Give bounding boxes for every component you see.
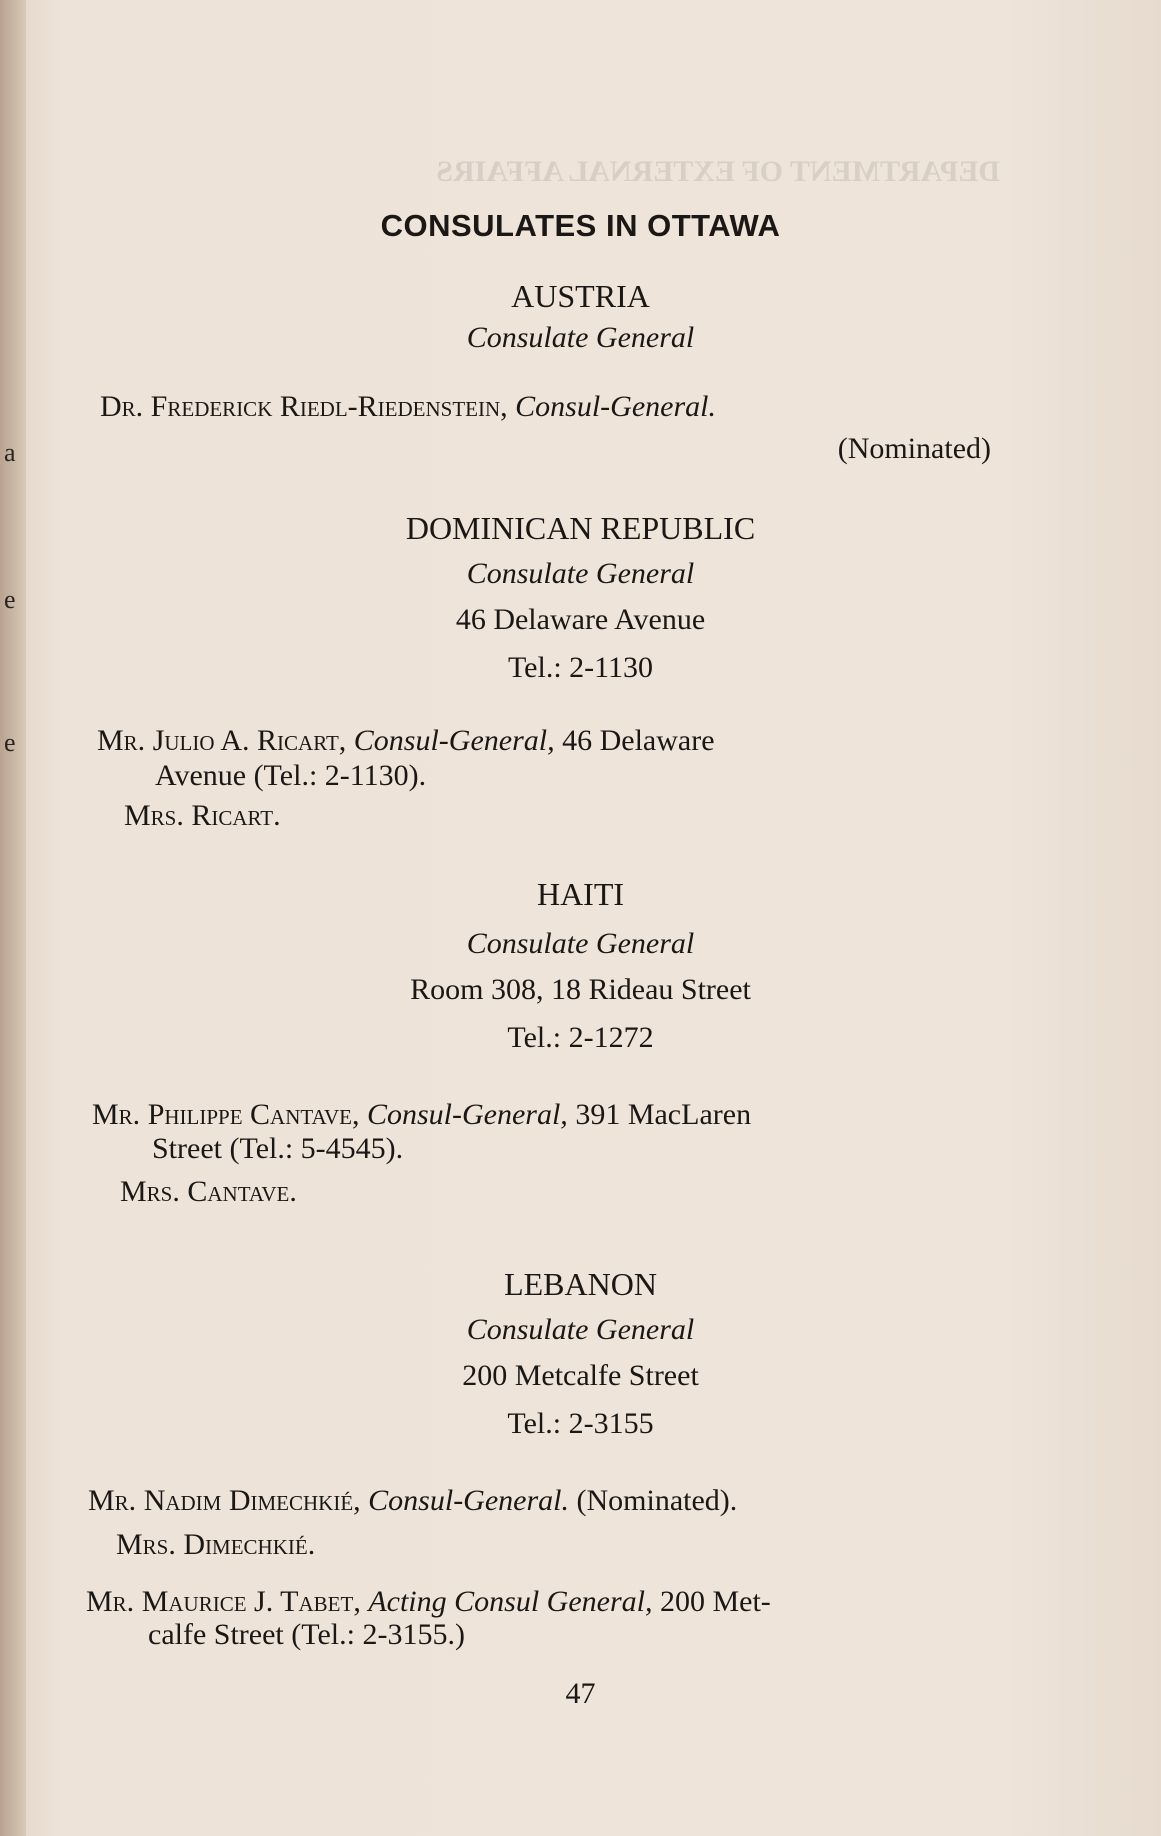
country-heading: LEBANON <box>504 1266 657 1302</box>
section-dominican-republic <box>0 508 1161 692</box>
person-role: Consul-General, <box>353 724 555 757</box>
honorific: Mrs. <box>120 1175 180 1208</box>
honorific: Mr. <box>86 1585 135 1618</box>
consulate-telephone: Tel.: 2-3155 <box>507 1407 654 1440</box>
entry-continuation: calfe Street (Tel.: 2-3155.) <box>148 1618 465 1651</box>
consulate-type: Consulate General <box>466 1313 695 1346</box>
official-entry <box>97 726 715 755</box>
honorific: Mr. <box>88 1484 137 1517</box>
entry-continuation: (Nominated) <box>837 432 991 465</box>
consulate-telephone: Tel.: 2-1272 <box>507 1021 654 1054</box>
official-entry <box>116 1530 315 1559</box>
consulate-address: 200 Metcalfe Street <box>462 1359 699 1392</box>
section-haiti <box>0 874 1161 1062</box>
bleed-through-text: DEPARTMENT OF EXTERNAL AFFAIRS <box>436 155 1000 188</box>
section-austria <box>0 276 1161 360</box>
section-lebanon <box>0 1264 1161 1448</box>
official-entry <box>124 801 281 830</box>
entry-continuation: Street (Tel.: 5-4545). <box>152 1132 404 1165</box>
person-name: Julio A. Ricart, <box>152 724 347 757</box>
page-number: 47 <box>565 1677 596 1710</box>
country-heading: DOMINICAN REPUBLIC <box>405 510 756 546</box>
person-role: Consul-General. <box>368 1484 569 1517</box>
consulate-address: Room 308, 18 Rideau Street <box>410 973 751 1006</box>
consulate-type: Consulate General <box>466 557 695 590</box>
person-name: Maurice J. Tabet, <box>141 1585 361 1618</box>
consulate-type: Consulate General <box>466 321 695 354</box>
person-role: Consul-General, <box>366 1098 568 1131</box>
person-name: Ricart. <box>191 799 281 832</box>
country-heading: AUSTRIA <box>511 278 650 314</box>
consulate-address: 46 Delaware Avenue <box>455 603 706 636</box>
honorific: Mr. <box>97 724 146 757</box>
person-address: 200 Met- <box>659 1585 771 1618</box>
honorific: Mrs. <box>124 799 184 832</box>
official-entry <box>92 1100 751 1129</box>
person-name: Philippe Cantave, <box>147 1098 360 1131</box>
person-name: Dimechkié. <box>183 1528 316 1561</box>
person-name: Frederick Riedl-Riedenstein, <box>150 390 508 423</box>
official-entry <box>100 392 716 421</box>
person-role: Acting Consul General, <box>368 1585 653 1618</box>
margin-character: a <box>4 438 16 467</box>
person-name: Cantave. <box>187 1175 297 1208</box>
honorific: Dr. <box>100 390 144 423</box>
entry-continuation: Avenue (Tel.: 2-1130). <box>155 759 427 792</box>
official-entry <box>86 1587 771 1616</box>
person-role: Consul-General. <box>515 390 716 423</box>
margin-character: e <box>4 728 16 757</box>
person-name: Nadim Dimechkié, <box>143 1484 361 1517</box>
country-heading: HAITI <box>536 876 625 912</box>
person-note: (Nominated). <box>576 1484 738 1517</box>
honorific: Mr. <box>92 1098 141 1131</box>
official-entry <box>88 1486 737 1515</box>
person-address: 46 Delaware <box>562 724 715 757</box>
official-entry <box>120 1177 297 1206</box>
page-title: CONSULATES IN OTTAWA <box>380 208 781 243</box>
margin-character: e <box>4 585 16 614</box>
honorific: Mrs. <box>116 1528 176 1561</box>
consulate-type: Consulate General <box>466 927 695 960</box>
consulate-telephone: Tel.: 2-1130 <box>507 651 654 684</box>
person-address: 391 MacLaren <box>575 1098 752 1131</box>
